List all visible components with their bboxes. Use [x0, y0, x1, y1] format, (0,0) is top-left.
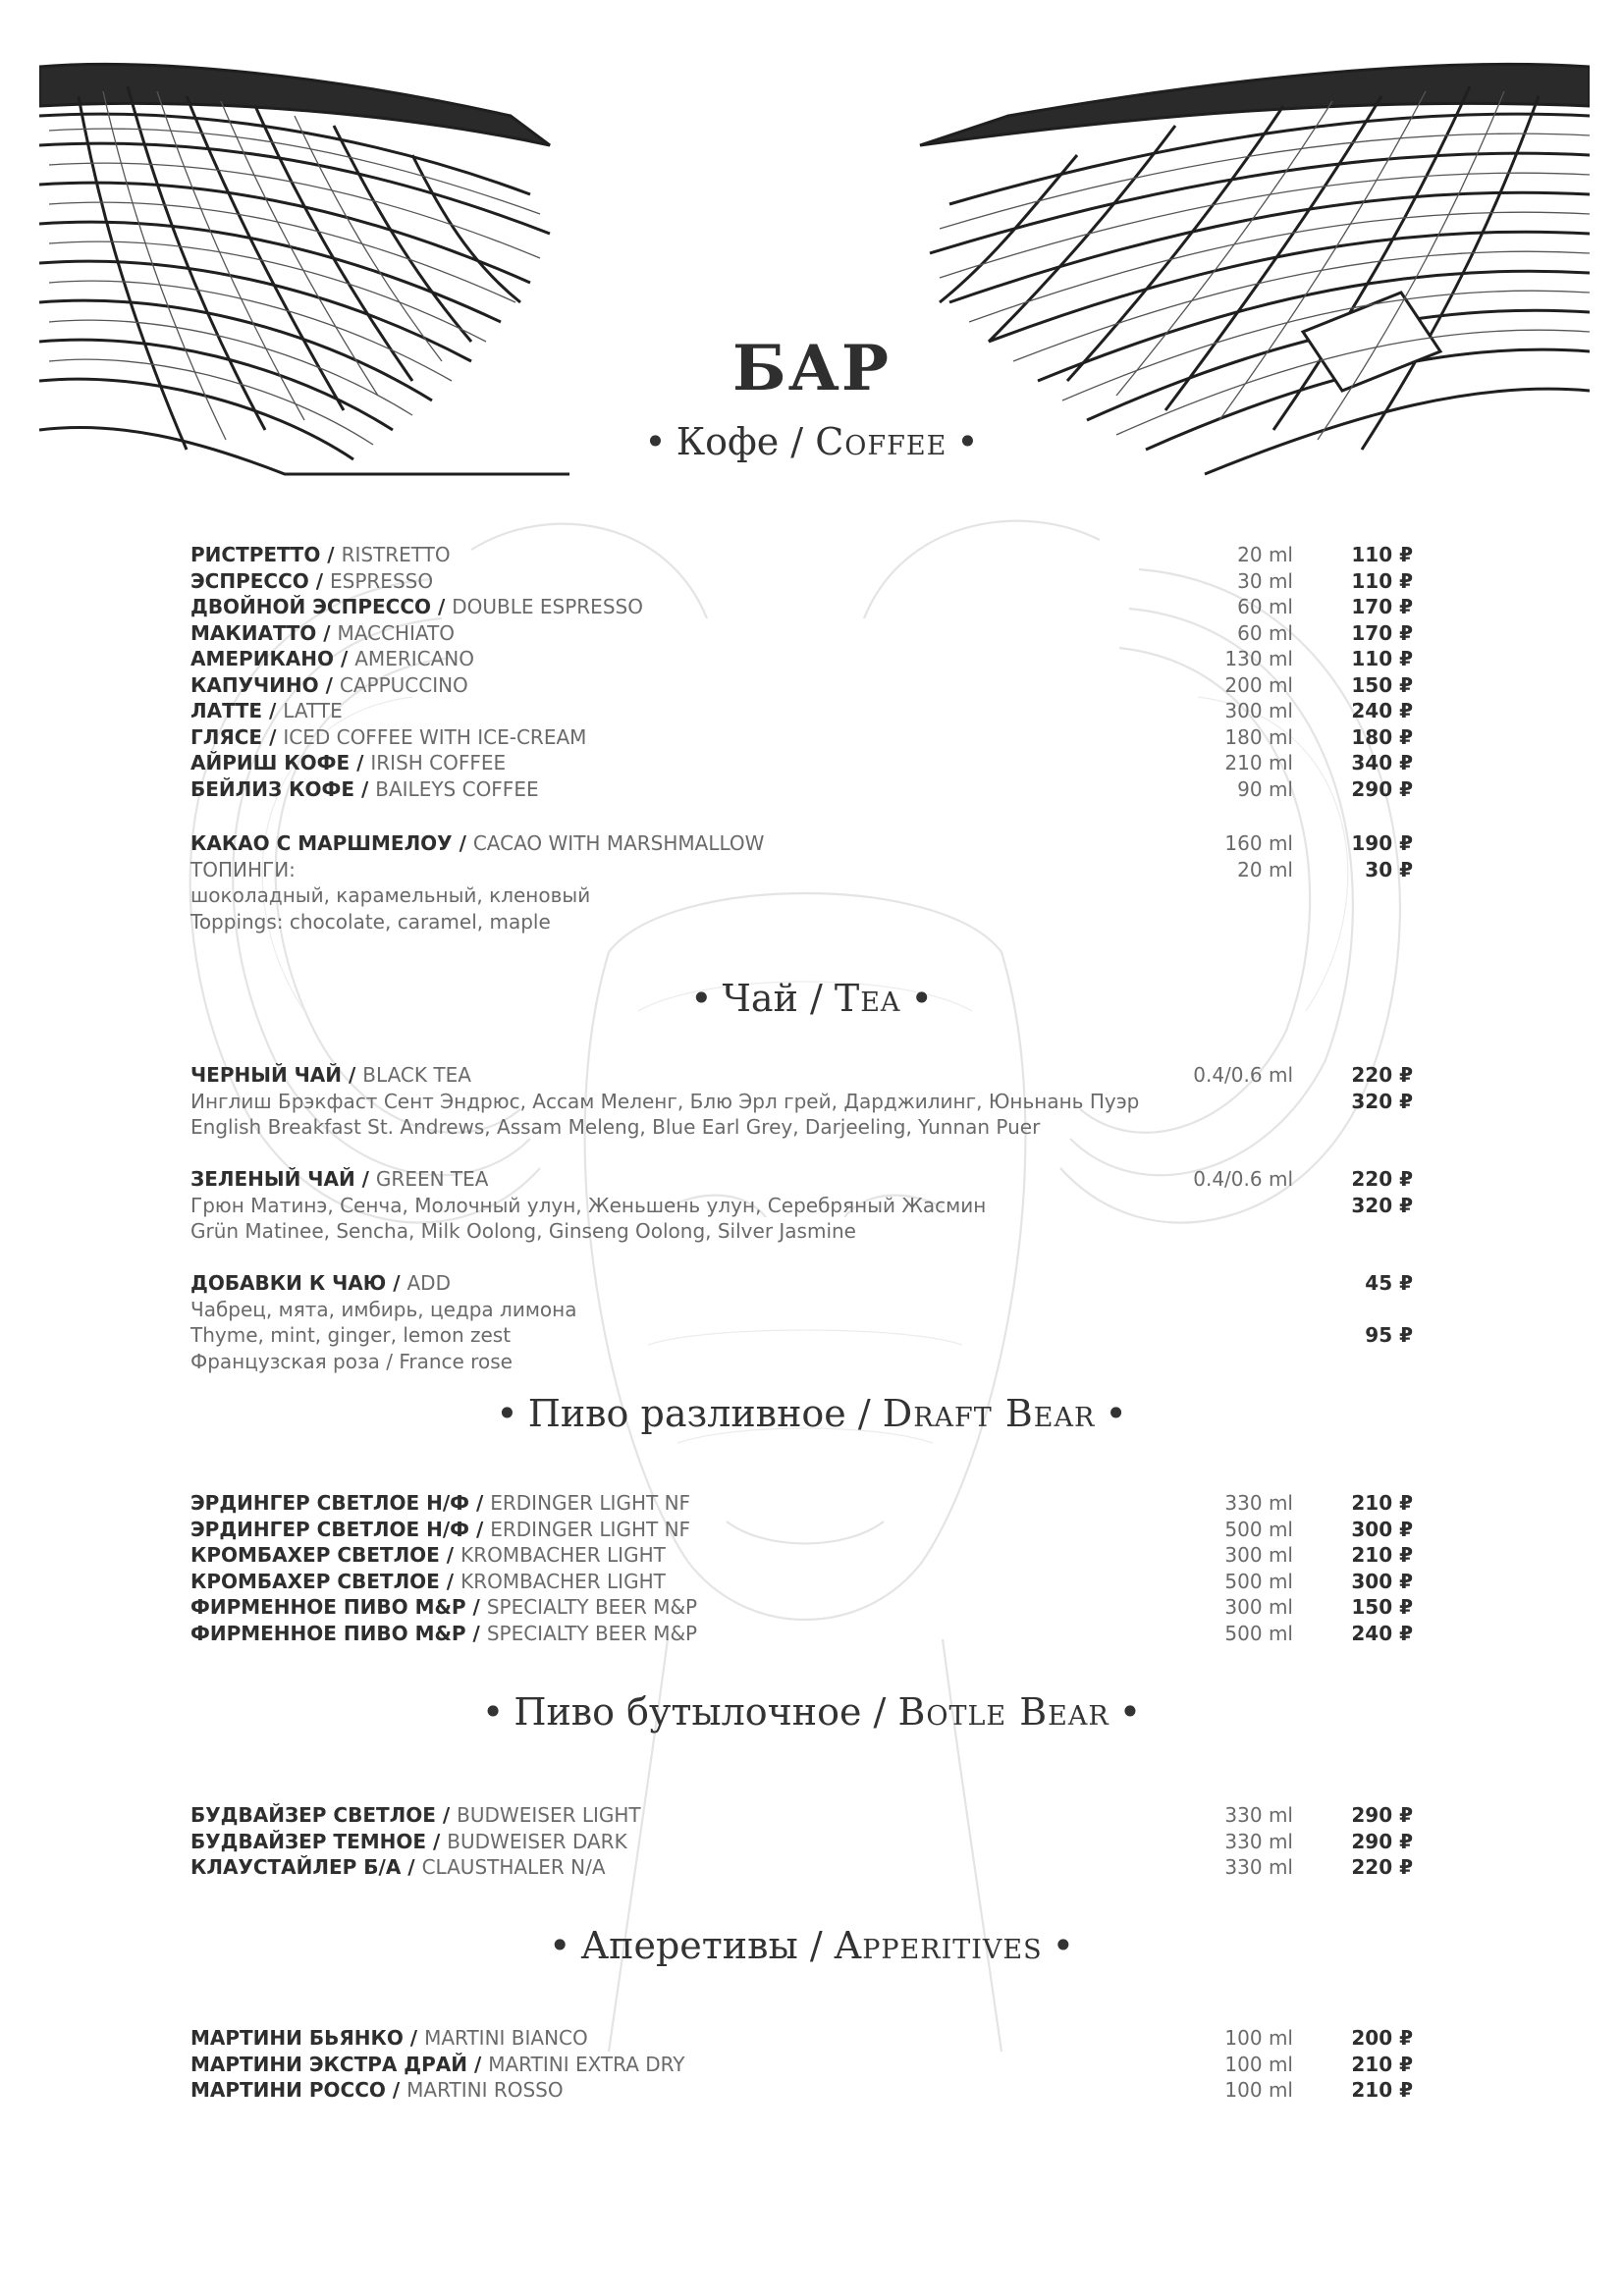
name-separator: /	[308, 568, 331, 593]
item-name-en: CLAUSTHALER N/A	[421, 1855, 606, 1879]
item-volume: 330 ml	[1224, 1803, 1293, 1827]
name-separator: /	[403, 2026, 425, 2050]
item-name-en: MARTINI ROSSO	[406, 2078, 564, 2102]
item-name-en: CACAO WITH MARSHMALLOW	[472, 831, 765, 855]
name-separator: /	[426, 1829, 448, 1853]
menu-item	[190, 672, 1428, 699]
item-name-ru: ДОБАВКИ К ЧАЮ	[190, 1271, 387, 1295]
menu-item	[190, 724, 1428, 751]
name-separator: /	[316, 620, 338, 645]
menu-item	[190, 594, 1428, 620]
item-price: 300 ₽	[1351, 1517, 1413, 1541]
item-price: 95 ₽	[1365, 1323, 1413, 1347]
name-separator: /	[350, 751, 371, 774]
item-name-en: GREEN TEA	[375, 1167, 489, 1191]
item-name-en: CAPPUCCINO	[339, 672, 468, 697]
name-separator: /	[354, 776, 376, 801]
heading-separator: /	[797, 977, 835, 1020]
name-separator: /	[262, 699, 284, 722]
bullet: •	[956, 420, 979, 463]
item-price: 220 ₽	[1351, 1167, 1413, 1191]
item-price: 45 ₽	[1365, 1271, 1413, 1295]
cacao-block	[190, 830, 1428, 934]
aperitif-heading-ru: Аперетивы	[580, 1924, 798, 1967]
item-volume: 60 ml	[1237, 595, 1293, 618]
item-name-en: KROMBACHER LIGHT	[460, 1543, 666, 1567]
menu-item	[190, 646, 1428, 672]
heading-separator: /	[861, 1690, 898, 1734]
bullet: •	[481, 1690, 505, 1734]
item-price: 220 ₽	[1351, 1855, 1413, 1879]
name-separator: /	[435, 1803, 458, 1827]
aperitif-list	[190, 2025, 1428, 2104]
name-separator: /	[386, 1271, 407, 1295]
name-separator: /	[465, 1621, 487, 1645]
item-name-en: ADD	[406, 1271, 451, 1295]
item-price: 240 ₽	[1351, 1621, 1413, 1645]
tea-desc-row	[190, 1089, 1428, 1115]
item-volume: 0.4/0.6 ml	[1193, 1063, 1293, 1087]
tea-add-line3: Французская роза / France rose	[190, 1349, 513, 1373]
item-volume: 90 ml	[1237, 776, 1293, 801]
item-price: 110 ₽	[1351, 543, 1413, 566]
item-price: 150 ₽	[1351, 1595, 1413, 1619]
tea-add-line2: Thyme, mint, ginger, lemon zest	[190, 1323, 512, 1347]
item-volume: 100 ml	[1224, 2026, 1293, 2050]
item-name-en: BLACK TEA	[362, 1063, 471, 1087]
item-name-ru: ЭСПРЕССО	[190, 568, 309, 593]
tea-desc-row	[190, 1193, 1428, 1219]
item-volume: 100 ml	[1224, 2078, 1293, 2102]
aperitif-heading-en: Apperitives	[834, 1924, 1043, 1967]
item-price: 240 ₽	[1351, 699, 1413, 722]
bottle-beer-list	[190, 1802, 1428, 1881]
bullet: •	[690, 977, 713, 1020]
item-price: 110 ₽	[1351, 568, 1413, 593]
item-name-en: ESPRESSO	[330, 568, 434, 593]
menu-item	[190, 1490, 1428, 1517]
item-volume: 500 ml	[1224, 1569, 1293, 1593]
item-price: 220 ₽	[1351, 1063, 1413, 1087]
bottle-heading-ru: Пиво бутылочное	[514, 1690, 862, 1734]
item-name-ru: ЭРДИНГЕР СВЕТЛОЕ Н/Ф	[190, 1517, 469, 1541]
tea-heading-ru: Чай	[722, 977, 798, 1020]
item-name-ru: ФИРМЕННОЕ ПИВО M&P	[190, 1621, 466, 1645]
name-separator: /	[354, 1167, 376, 1191]
item-name-en: MACCHIATO	[337, 620, 456, 645]
item-name-en: IRISH COFFEE	[370, 751, 507, 774]
item-price: 210 ₽	[1351, 2078, 1413, 2102]
item-name-ru: ГЛЯСЕ	[190, 724, 263, 749]
green-tea-block	[190, 1166, 1428, 1245]
menu-item	[190, 1542, 1428, 1569]
name-separator: /	[467, 2052, 489, 2076]
item-volume: 330 ml	[1224, 1829, 1293, 1853]
coffee-list	[190, 542, 1428, 802]
tea-add-block	[190, 1270, 1428, 1374]
heading-separator: /	[779, 420, 816, 463]
item-name-en: ICED COFFEE WITH ICE-CREAM	[283, 724, 587, 749]
item-price: 290 ₽	[1351, 1829, 1413, 1853]
item-volume: 30 ml	[1237, 568, 1293, 593]
item-name-en: LATTE	[283, 699, 343, 722]
item-name-ru: БУДВАЙЗЕР СВЕТЛОЕ	[190, 1803, 436, 1827]
name-separator: /	[334, 647, 355, 670]
item-name-ru: ДВОЙНОЙ ЭСПРЕССО	[190, 595, 432, 618]
heading-separator: /	[845, 1392, 883, 1435]
name-separator: /	[465, 1595, 487, 1619]
name-separator: /	[401, 1855, 422, 1879]
item-name-ru: ЛАТТЕ	[190, 699, 263, 722]
page-title: БАР	[732, 332, 891, 405]
item-name-ru: КЛАУСТАЙЛЕР Б/А	[190, 1855, 402, 1879]
item-volume: 20 ml	[1237, 543, 1293, 566]
item-volume: 300 ml	[1224, 699, 1293, 722]
bullet: •	[1105, 1392, 1127, 1435]
toppings-row	[190, 857, 1428, 883]
item-name-en: BUDWEISER LIGHT	[457, 1803, 641, 1827]
item-price: 110 ₽	[1351, 647, 1413, 670]
name-separator: /	[342, 1063, 363, 1087]
menu-item	[190, 2077, 1428, 2104]
item-volume: 300 ml	[1224, 1543, 1293, 1567]
item-price: 210 ₽	[1351, 1491, 1413, 1515]
item-volume: 300 ml	[1224, 1595, 1293, 1619]
item-volume: 330 ml	[1224, 1491, 1293, 1515]
name-separator: /	[439, 1569, 461, 1593]
name-separator: /	[439, 1543, 461, 1567]
bullet: •	[1118, 1690, 1142, 1734]
menu-item	[190, 1569, 1428, 1595]
item-name-ru: МАРТИНИ БЬЯНКО	[190, 2026, 404, 2050]
menu-item	[190, 620, 1428, 647]
item-price: 180 ₽	[1351, 724, 1413, 749]
item-name-ru: МАКИАТТО	[190, 620, 317, 645]
coffee-heading	[0, 420, 1623, 463]
coffee-heading-ru: Кофе	[676, 420, 780, 463]
menu-item	[190, 568, 1428, 595]
menu-item	[190, 830, 1428, 857]
tea-add-row2	[190, 1322, 1428, 1349]
aperitif-heading	[0, 1924, 1623, 1967]
item-name-ru: КРОМБАХЕР СВЕТЛОЕ	[190, 1569, 440, 1593]
menu-item	[190, 1854, 1428, 1881]
item-price: 320 ₽	[1351, 1089, 1413, 1113]
item-volume: 330 ml	[1224, 1855, 1293, 1879]
tea-desc-ru: Инглиш Брэкфаст Сент Эндрюс, Ассам Меленг, Блю Эрл грей, Дарджилинг, Юньнань Пуэр	[190, 1089, 1140, 1113]
bottle-beer-heading	[0, 1690, 1623, 1734]
toppings-en: Toppings: chocolate, caramel, maple	[190, 909, 551, 934]
item-volume: 200 ml	[1224, 672, 1293, 697]
item-volume: 210 ml	[1224, 751, 1293, 774]
menu-item	[190, 1621, 1428, 1647]
name-separator: /	[469, 1491, 491, 1515]
name-separator: /	[385, 2078, 407, 2102]
left-horn-illustration	[39, 57, 569, 479]
item-name-en: BAILEYS COFFEE	[375, 776, 539, 801]
tea-add-line1: Чабрец, мята, имбирь, цедра лимона	[190, 1297, 577, 1321]
item-volume: 60 ml	[1237, 620, 1293, 645]
item-volume: 160 ml	[1224, 831, 1293, 855]
menu-item	[190, 1517, 1428, 1543]
menu-item	[190, 750, 1428, 776]
tea-desc-en: Grün Matinee, Sencha, Milk Oolong, Ginseng Oolong, Silver Jasmine	[190, 1219, 856, 1243]
item-price: 190 ₽	[1351, 831, 1413, 855]
item-name-en: MARTINI BIANCO	[424, 2026, 588, 2050]
item-name-ru: МАРТИНИ РОССО	[190, 2078, 386, 2102]
item-name-en: ERDINGER LIGHT NF	[490, 1517, 691, 1541]
tea-heading	[0, 977, 1623, 1020]
item-name-ru: МАРТИНИ ЭКСТРА ДРАЙ	[190, 2052, 467, 2076]
item-price: 290 ₽	[1351, 1803, 1413, 1827]
bullet: •	[496, 1392, 518, 1435]
menu-item	[190, 1829, 1428, 1855]
item-price: 210 ₽	[1351, 1543, 1413, 1567]
item-price: 340 ₽	[1351, 751, 1413, 774]
bullet: •	[548, 1924, 571, 1967]
tea-desc-ru: Грюн Матинэ, Сенча, Молочный улун, Женьшень улун, Серебряный Жасмин	[190, 1193, 987, 1217]
item-name-en: MARTINI EXTRA DRY	[488, 2052, 685, 2076]
bullet: •	[910, 977, 933, 1020]
menu-item	[190, 2052, 1428, 2078]
draft-beer-list	[190, 1490, 1428, 1646]
item-name-en: BUDWEISER DARK	[447, 1829, 627, 1853]
draft-beer-heading	[0, 1392, 1623, 1435]
item-price: 170 ₽	[1351, 620, 1413, 645]
menu-item	[190, 1166, 1428, 1193]
tea-heading-en: Tea	[834, 977, 901, 1020]
item-name-ru: ЧЕРНЫЙ ЧАЙ	[190, 1063, 343, 1087]
coffee-heading-en: Coffee	[815, 420, 947, 463]
item-name-ru: БУДВАЙЗЕР ТЕМНОЕ	[190, 1829, 427, 1853]
menu-item	[190, 1062, 1428, 1089]
item-name-ru: БЕЙЛИЗ КОФЕ	[190, 776, 355, 801]
toppings-label: ТОПИНГИ:	[190, 857, 296, 881]
name-separator: /	[318, 672, 340, 697]
item-volume: 100 ml	[1224, 2052, 1293, 2076]
right-horn-illustration	[891, 57, 1590, 479]
menu-item	[190, 1594, 1428, 1621]
name-separator: /	[320, 543, 342, 566]
item-name-ru: АМЕРИКАНО	[190, 647, 335, 670]
menu-item	[190, 776, 1428, 803]
item-volume: 500 ml	[1224, 1621, 1293, 1645]
menu-item	[190, 698, 1428, 724]
menu-item	[190, 542, 1428, 568]
item-name-en: DOUBLE ESPRESSO	[452, 595, 643, 618]
item-price: 210 ₽	[1351, 2052, 1413, 2076]
tea-desc-en: English Breakfast St. Andrews, Assam Meleng, Blue Earl Grey, Darjeeling, Yunnan Puer	[190, 1115, 1041, 1139]
item-name-en: SPECIALTY BEER M&P	[486, 1595, 698, 1619]
bullet: •	[1052, 1924, 1075, 1967]
menu-item	[190, 1802, 1428, 1829]
item-price: 200 ₽	[1351, 2026, 1413, 2050]
bullet: •	[644, 420, 667, 463]
menu-item	[190, 1270, 1428, 1297]
black-tea-block	[190, 1062, 1428, 1141]
name-separator: /	[431, 595, 453, 618]
item-name-ru: ФИРМЕННОЕ ПИВО M&P	[190, 1595, 466, 1619]
item-name-ru: КАПУЧИНО	[190, 672, 319, 697]
item-name-en: RISTRETTO	[341, 543, 451, 566]
item-name-en: ERDINGER LIGHT NF	[490, 1491, 691, 1515]
item-price: 300 ₽	[1351, 1569, 1413, 1593]
item-name-en: SPECIALTY BEER M&P	[486, 1621, 698, 1645]
heading-separator: /	[797, 1924, 835, 1967]
item-volume: 500 ml	[1224, 1517, 1293, 1541]
draft-heading-ru: Пиво разливное	[527, 1392, 846, 1435]
item-volume: 0.4/0.6 ml	[1193, 1167, 1293, 1191]
item-name-ru: КАКАО С МАРШМЕЛОУ	[190, 831, 453, 855]
bottle-heading-en: Botle Bear	[897, 1690, 1109, 1734]
item-name-ru: КРОМБАХЕР СВЕТЛОЕ	[190, 1543, 440, 1567]
item-name-ru: АЙРИШ КОФЕ	[190, 751, 351, 774]
draft-heading-en: Draft Bear	[882, 1392, 1096, 1435]
toppings-volume: 20 ml	[1237, 857, 1293, 881]
toppings-ru: шоколадный, карамельный, кленовый	[190, 883, 591, 907]
menu-item	[190, 2025, 1428, 2052]
item-name-ru: РИСТРЕТТО	[190, 543, 321, 566]
item-price: 320 ₽	[1351, 1193, 1413, 1217]
item-name-en: KROMBACHER LIGHT	[460, 1569, 666, 1593]
item-volume: 130 ml	[1224, 647, 1293, 670]
name-separator: /	[262, 724, 284, 749]
item-price: 170 ₽	[1351, 595, 1413, 618]
item-name-ru: ЗЕЛЕНЫЙ ЧАЙ	[190, 1167, 355, 1191]
name-separator: /	[452, 831, 473, 855]
toppings-price: 30 ₽	[1365, 857, 1413, 881]
name-separator: /	[469, 1517, 491, 1541]
item-price: 290 ₽	[1351, 776, 1413, 801]
item-name-ru: ЭРДИНГЕР СВЕТЛОЕ Н/Ф	[190, 1491, 469, 1515]
item-volume: 180 ml	[1224, 724, 1293, 749]
item-name-en: AMERICANO	[354, 647, 474, 670]
item-price: 150 ₽	[1351, 672, 1413, 697]
